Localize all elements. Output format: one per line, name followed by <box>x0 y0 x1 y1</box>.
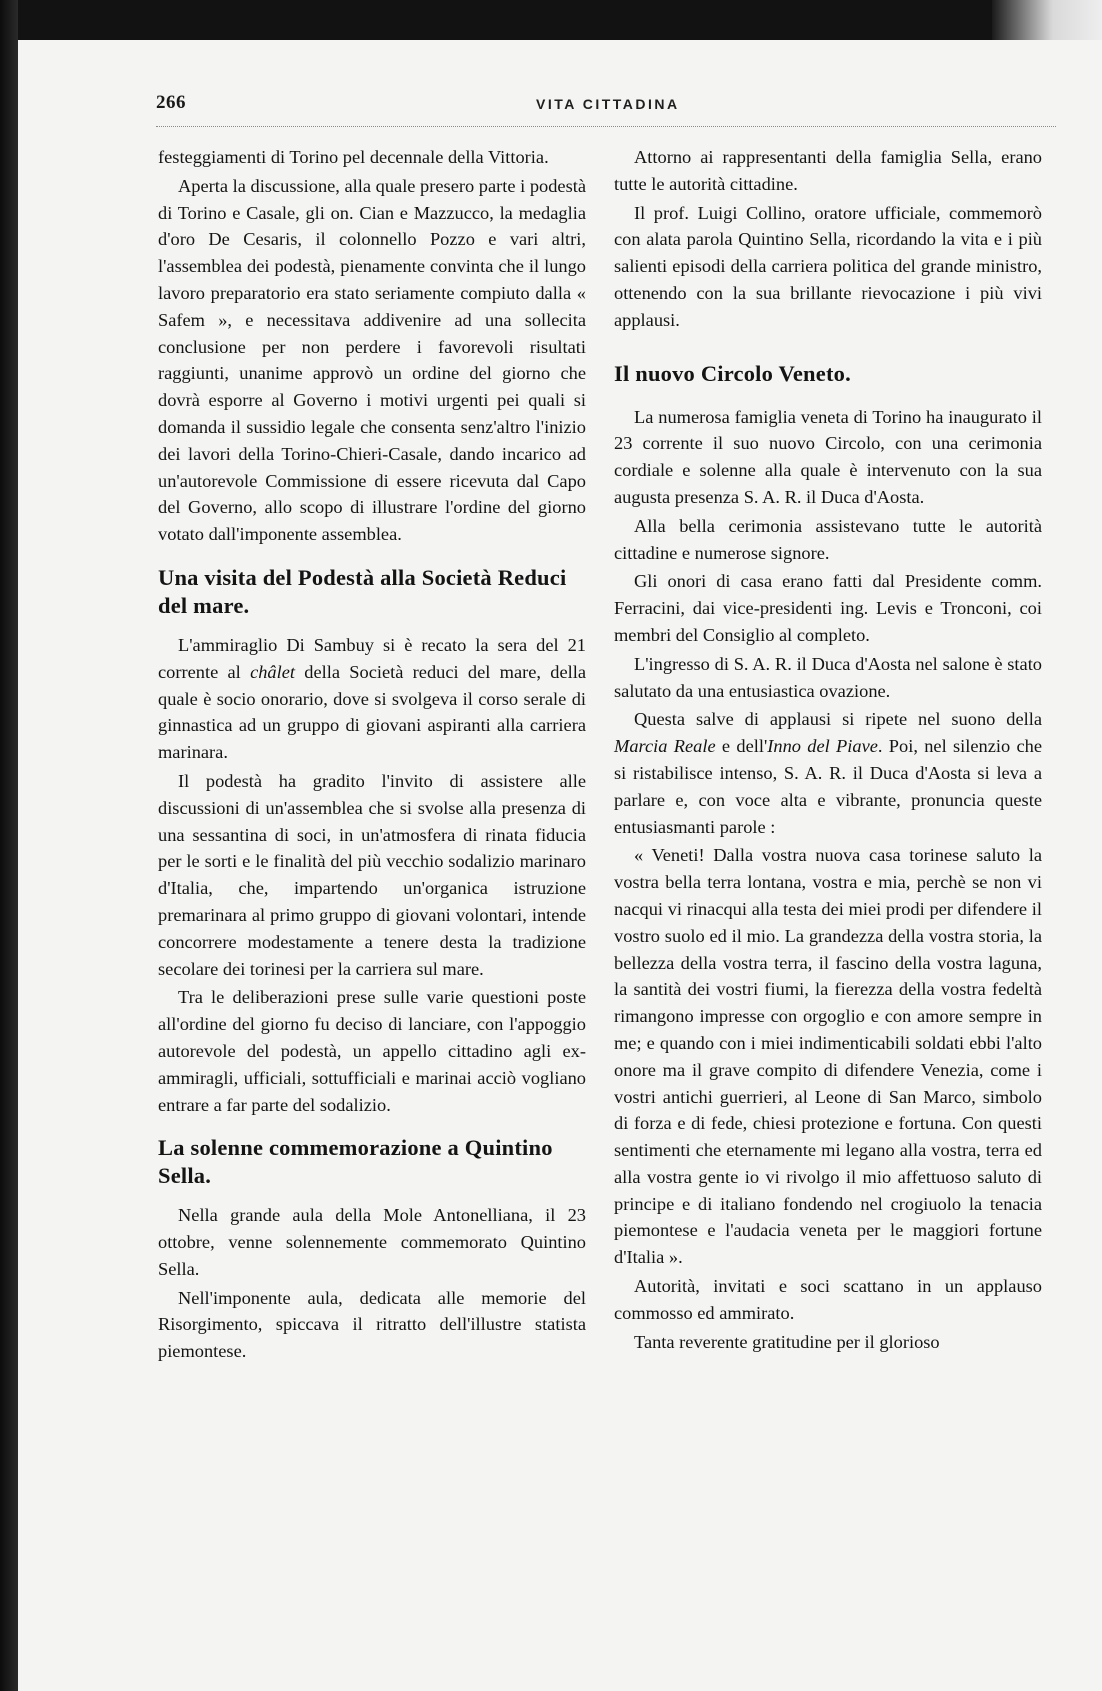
paragraph: Autorità, invitati e soci scattano in un applauso commosso ed ammirato. <box>614 1276 1042 1323</box>
paragraph: Aperta la discussione, alla quale presero parte i podestà di Torino e Casale, gli on. Cian e Mazzucco, la medaglia d'oro De Cesaris, il colonnello Pozzo e vari altri, l'assemblea dei podestà, pienamente convinta che il lungo lavoro preparatorio era stato seriamente compiuto dalla « Safem », e necessitava addivenire ad una sollecita conclusione per non perdere i favorevoli risultati raggiunti, unanime approvò un ordine del giorno che dovrà esporre al Governo i motivi urgenti pei quali si domanda il sussidio legale che consenta senz'altro l'inizio dei lavori della Torino-Chieri-Casale, dando incarico ad un'autorevole Commissione di essere ricevuta dal Capo del Governo, allo scopo di illustrare l'ordine del giorno votato dall'imponente assemblea. <box>158 175 587 545</box>
italic-term: châlet <box>250 661 295 682</box>
paragraph: Nell'imponente aula, dedicata alle memorie del Risorgimento, spiccava il ritratto dell'illustre statista piemontese. <box>158 1287 586 1362</box>
paragraph-text: . Poi, nel silenzio che si ristabilisce intenso, S. A. R. il Duca d'Aosta si leva a parlare e, con voce alta e vibrante, pronuncia queste entusiasmanti parole : <box>614 736 1043 837</box>
header-rule <box>156 126 1056 127</box>
scan-left-border <box>0 0 18 1691</box>
paragraph-speech: « Veneti! Dalla vostra nuova casa torinese saluto la vostra bella terra lontana, vostra e mia, perchè se non vi nacqui vi rinacqui alla testa dei miei prodi per difendere il vostro suolo ed il mio. La grandezza della vostra storia, la bellezza della vostra terra, il fascino della vostra laguna, la santità dei vostri fiumi, la fierezza della vostra fedeltà rimangono impresse con orgoglio e con amore sempre in me; e quando con i miei indimenticabili soldati ebbi l'alto onore ma il grave compito di difendere Venezia, come i vostri antichi guerrieri, al Leone di San Marco, simbolo di forza e di fede, chiesi protezione e fortuna. Con questi sentimenti che eternamente mi legano alla vostra, terra ed alla vostra gente io vi rivolgo il mio affettuoso saluto di principe e di italiano fondendo nel crogiuolo la tenacia piemontese e l'audacia veneta per le maggiori fortune d'Italia ». <box>614 845 1042 1268</box>
page-header <box>156 92 1056 122</box>
right-column <box>614 144 1042 1357</box>
paragraph: festeggiamenti di Torino pel decennale della Vittoria. <box>158 147 549 167</box>
paragraph: Tanta reverente gratitudine per il glorioso <box>634 1331 940 1352</box>
paragraph: Tra le deliberazioni prese sulle varie questioni poste all'ordine del giorno fu deciso di lanciare, con l'appoggio autorevole del podestà, un appello cittadino agli ex-ammiragli, ufficiali, sottufficiali e marinai acciò vogliano entrare a far parte del sodalizio. <box>158 987 586 1115</box>
paragraph: Nella grande aula della Mole Antonelliana, il 23 ottobre, venne solennemente commemorato Quintino Sella. <box>158 1205 586 1279</box>
running-title: VITA CITTADINA <box>536 96 680 112</box>
left-column <box>158 144 586 1367</box>
paragraph-text: L'ammiraglio Di Sambuy si è recato la sera del 21 corrente al <box>158 634 586 682</box>
paragraph-text: e dell' <box>721 736 768 757</box>
page-number: 266 <box>156 92 186 113</box>
paragraph <box>614 706 1042 840</box>
paragraph: Gli onori di casa erano fatti dal Presidente comm. Ferracini, dai vice-presidenti ing. Levis e Tronconi, coi membri del Consiglio al completo. <box>614 571 1042 645</box>
paragraph: Alla bella cerimonia assistevano tutte le autorità cittadine e numerose signore. <box>614 515 1042 563</box>
paragraph <box>158 632 586 766</box>
italic-title: Inno del Piave <box>767 736 878 757</box>
section-heading-visita: Una visita del Podestà alla Società Reduci del mare. <box>158 564 567 618</box>
document-page <box>18 40 1102 1691</box>
italic-title: Marcia Reale <box>614 736 716 757</box>
section-heading-veneto: Il nuovo Circolo Veneto. <box>614 360 851 386</box>
paragraph: Attorno ai rappresentanti della famiglia Sella, erano tutte le autorità cittadine. <box>614 147 1042 194</box>
paragraph-text: della Società reduci del mare, della quale è socio onorario, dove si svolgeva il corso serale di ginnastica ad un gruppo di giovani aspiranti alla carriera marinara. <box>158 661 586 763</box>
paragraph-text: Questa salve di applausi si ripete nel suono della <box>634 709 1042 730</box>
paragraph: Il prof. Luigi Collino, oratore ufficiale, commemorò con alata parola Quintino Sella, ricordando la vita e i più salienti episodi della carriera politica del grande ministro, ottenendo con la sua brillante rievocazione i più vivi applausi. <box>614 202 1042 330</box>
paragraph: L'ingresso di S. A. R. il Duca d'Aosta nel salone è stato salutato da una entusiastica ovazione. <box>614 653 1042 701</box>
section-heading-sella: La solenne commemorazione a Quintino Sella. <box>158 1135 553 1189</box>
paragraph: La numerosa famiglia veneta di Torino ha inaugurato il 23 corrente il suo nuovo Circolo, con una cerimonia cordiale e solenne alla quale è intervenuto con la sua augusta presenza S. A. R. il Duca d'Aosta. <box>614 406 1042 507</box>
paragraph: Il podestà ha gradito l'invito di assistere alle discussioni di un'assemblea che si svolse alla presenza di una sessantina di soci, in un'atmosfera di rinata fiducia per le sorti e le finalità del più vecchio sodalizio marinaro d'Italia, che, impartendo un'organica istruzione premarinara al primo gruppo di giovani volontari, intende concorrere modestamente a tenere desta la tradizione secolare dei torinesi per la carriera sul mare. <box>158 770 586 979</box>
